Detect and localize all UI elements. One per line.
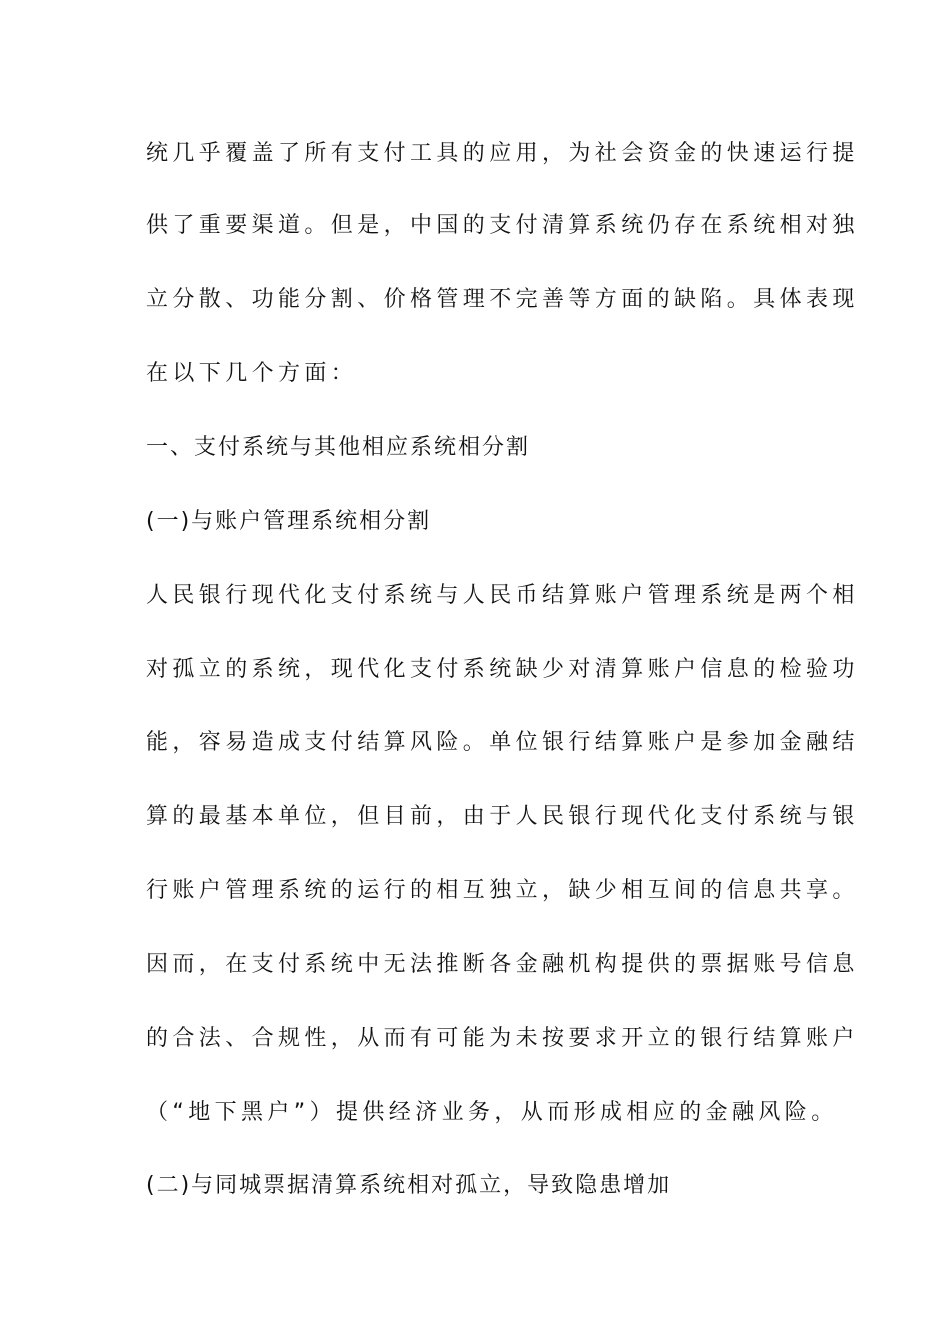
subsection-heading: (二)与同城票据清算系统相对孤立，导致隐患增加 xyxy=(146,1173,672,1198)
paragraph-line: 因而，在支付系统中无法推断各金融机构提供的票据账号信息 xyxy=(146,952,859,977)
paragraph-line: 统几乎覆盖了所有支付工具的应用，为社会资金的快速运行提 xyxy=(146,141,859,166)
paragraph-line: 对孤立的系统，现代化支付系统缺少对清算账户信息的检验功 xyxy=(146,657,859,682)
paragraph-line: 在以下几个方面： xyxy=(146,361,358,386)
paragraph-line: 行账户管理系统的运行的相互独立，缺少相互间的信息共享。 xyxy=(146,878,859,903)
paragraph-line: 能，容易造成支付结算风险。单位银行结算账户是参加金融结 xyxy=(146,730,859,755)
paragraph-line: 的合法、合规性，从而有可能为未按要求开立的银行结算账户 xyxy=(146,1026,859,1051)
paragraph-line: 立分散、功能分割、价格管理不完善等方面的缺陷。具体表现 xyxy=(146,287,859,312)
paragraph-line: 人民银行现代化支付系统与人民币结算账户管理系统是两个相 xyxy=(146,583,859,608)
paragraph-line: 供了重要渠道。但是，中国的支付清算系统仍存在系统相对独 xyxy=(146,213,859,238)
paragraph-line: （“地下黑户”）提供经济业务，从而形成相应的金融风险。 xyxy=(146,1100,838,1125)
section-heading: 一、支付系统与其他相应系统相分割 xyxy=(146,435,531,460)
subsection-heading: (一)与账户管理系统相分割 xyxy=(146,509,432,534)
paragraph-line: 算的最基本单位，但目前，由于人民银行现代化支付系统与银 xyxy=(146,804,859,829)
